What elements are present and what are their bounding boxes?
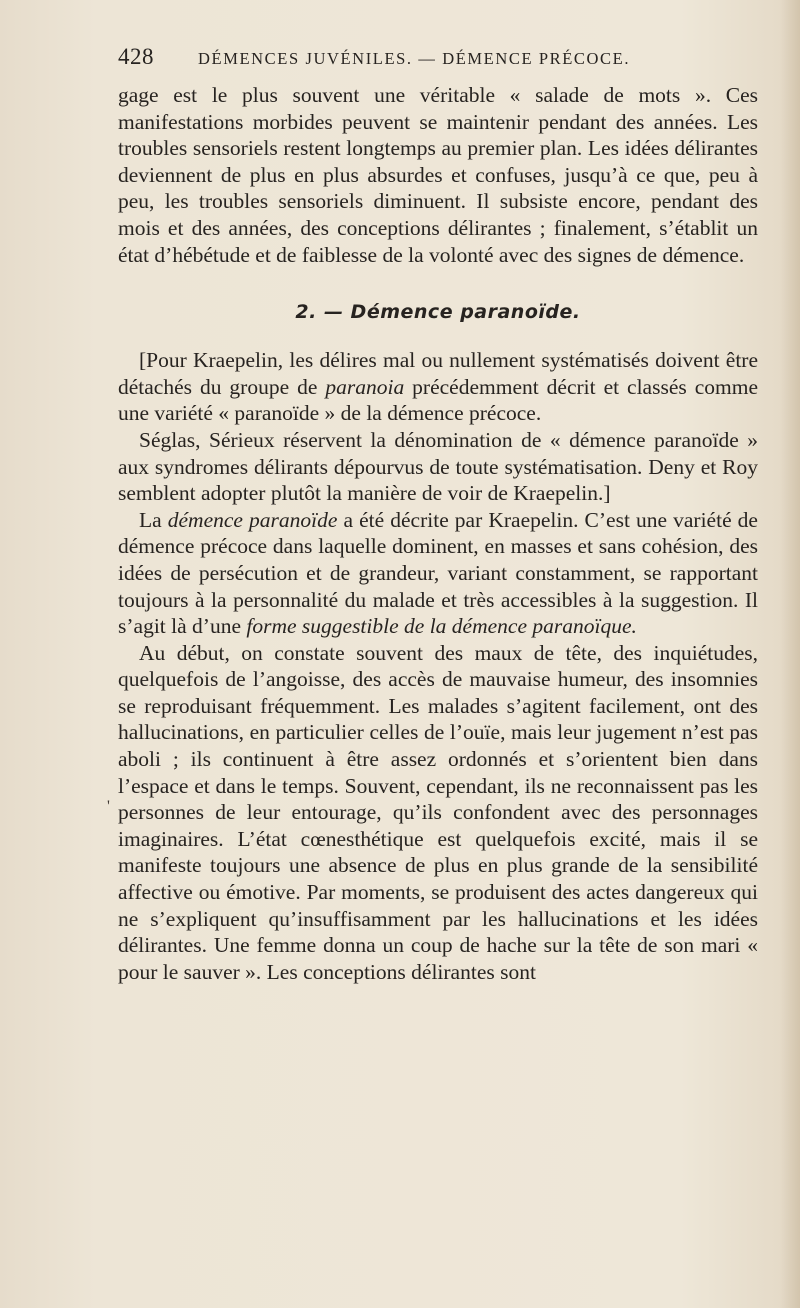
paragraph-text: [Pour Kraepelin, les délires mal ou nullement systématisés doivent être détachés du groupe de <box>118 348 758 399</box>
page-number: 428 <box>118 44 154 69</box>
running-head: DÉMENCES JUVÉNILES. — DÉMENCE PRÉCOCE. <box>198 49 631 68</box>
paragraph-definition <box>118 507 758 640</box>
paragraph-kraepelin-intro <box>118 347 758 427</box>
page-header <box>118 44 758 74</box>
page-edge-shading <box>780 0 800 1308</box>
margin-mark: ' <box>107 798 110 815</box>
paragraph-symptoms: Au début, on constate souvent des maux de tête, des inquiétudes, quelquefois de l’angoisse, des accès de mauvaise humeur, des insomnies se reproduisant fréquemment. Les malades s’agitent facilement, ont des hallucinations, en particulier celles de l’ouïe, mais leur jugement n’est pas aboli ; ils continuent à être assez ordonnés et s’orientent bien dans l’espace et dans le temps. Souvent, cependant, ils ne reconnaissent pas les personnes de leur entourage, qu’ils confondent avec des personnages imaginaires. L’état cœnesthétique est quelquefois excité, mais il se manifeste toujours une absence de plus en plus grande de la sensibilité affective ou émotive. Par moments, se produisent des actes dangereux qui ne s’expliquent qu’insuffisamment par les hallucinations et les idées délirantes. Une femme donna un coup de hache sur la tête de son mari « pour le sauver ». Les conceptions délirantes sont <box>118 640 758 984</box>
paragraph-seglas: Séglas, Sérieux réservent la dénomination de « démence paranoïde » aux syndromes délirants dépourvus de toute systématisation. Deny et Roy semblent adopter plutôt la manière de voir de Kraepelin.] <box>118 427 758 506</box>
italic-term-forme-suggestible: forme suggestible de la démence paranoïque. <box>246 614 637 639</box>
paragraph-text: La <box>139 507 168 532</box>
paragraph-text: précédemment décrit et classés comme une variété « paranoïde » de la démence précoce. <box>118 374 758 426</box>
paragraph-text: a été décrite par Kraepelin. C’est une variété de démence précoce dans laquelle dominent, en masses et sans cohésion, des idées de persécution et de grandeur, variant constamment, se rapportant toujours à la personnalité du malade et très accessibles à la suggestion. Il s’agit là d’une <box>118 507 758 639</box>
italic-term-paranoia: paranoia <box>325 374 405 399</box>
section-heading: 2. — Démence paranoïde. <box>295 301 581 324</box>
paragraph-continuation: gage est le plus souvent une véritable « salade de mots ». Ces manifestations morbides peuvent se maintenir pendant des années. Les troubles sensoriels restent longtemps au premier plan. Les idées délirantes deviennent de plus en plus absurdes et confuses, jusqu’à ce que, peu à peu, les troubles sensoriels diminuent. Il subsiste encore, pendant des mois et des années, des conceptions délirantes ; finalement, s’établit un état d’hébétude et de faiblesse de la volonté avec des signes de démence. <box>118 83 758 267</box>
italic-term-demence-paranoide: démence paranoïde <box>167 507 338 532</box>
body-text <box>118 82 758 985</box>
